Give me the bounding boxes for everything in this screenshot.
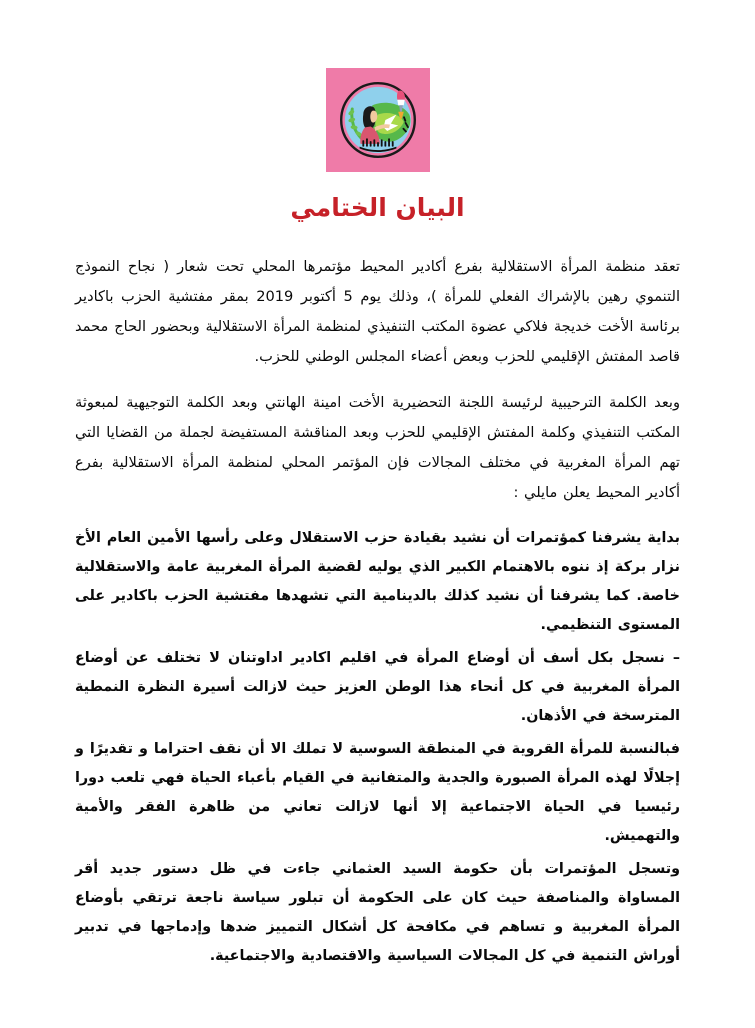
paragraph-government-record: وتسجل المؤتمرات بأن حكومة السيد العثماني جاءت في ظل دستور جديد أقر المساواة والمناصفة حيث كان على الحكومة أن تبلور سياسة ناجعة ترتقي بأوضاع المرأة المغربية و تساهم في مكافحة كل أشكال التمييز ضدها وإدماجها في تدبير أوراش التنمية في كل المجالات السياسية والاقتصادية والاجتماعية. — [75, 860, 680, 964]
paragraph-women-situation: – نسجل بكل أسف أن أوضاع المرأة في اقليم اكادير اداوتنان لا تختلف عن أوضاع المرأة المغربية في كل أنحاء هذا الوطن العزيز حيث لازالت أسيرة النظرة النمطية المترسخة في الأذهان. — [75, 649, 680, 724]
document-title: البيان الختامي — [290, 193, 465, 222]
logo-container — [75, 0, 680, 172]
paragraph-proceedings: وبعد الكلمة الترحيبية لرئيسة اللجنة التحضيرية الأخت امينة الهانتي وبعد الكلمة التوجيهية لمبعوثة المكتب التنفيذي وكلمة المفتش الإقليمي للحزب وبعد المناقشة المستفيضة لجملة من القضايا التي تهم المرأة المغربية في مختلف المجالات فإن المؤتمر المحلي لمنظمة المرأة الاستقلالية بفرع أكادير المحيط يعلن مايلي : — [75, 393, 680, 501]
organization-logo — [326, 68, 430, 172]
paragraph-intro: تعقد منظمة المرأة الاستقلالية بفرع أكادير المحيط مؤتمرها المحلي تحت شعار ( نجاح النموذج التنموي رهين بالإشراك الفعلي للمرأة )، وذلك يوم 5 أكتوبر 2019 بمقر مفتشية الحزب باكادير برئاسة الأخت خديجة فلاكي عضوة المكتب التنفيذي لمنظمة المرأة الاستقلالية وبحضور الحاج محمد قاصد المفتش الإقليمي للحزب وبعض أعضاء المجلس الوطني للحزب. — [75, 257, 680, 365]
paragraph-rural-women: فبالنسبة للمرأة القروية في المنطقة السوسية لا تملك الا أن نقف احتراما و تقديرًا و إجلالًا لهذه المرأة الصبورة والجدية والمتفانية في القيام بأعباء الحياة فهي تلعب دورا رئيسيا في الحياة الاجتماعية إلا أنها لازالت تعاني من ظاهرة الفقر والأمية والتهميش. — [75, 740, 680, 844]
title-container — [75, 194, 680, 222]
logo-emblem-graphic — [332, 74, 424, 166]
document-body — [75, 252, 680, 971]
paragraph-party-leadership-tribute: بداية يشرفنا كمؤتمرات أن نشيد بقيادة حزب الاستقلال وعلى رأسها الأمين العام الأخ نزار بركة إذ ننوه بالاهتمام الكبير الذي يوليه لقضية المرأة المغربية عامة والاستقلالية خاصة. كما يشرفنا أن نشيد كذلك بالدينامية التي تشهدها مفتشية الحزب باكادير على المستوى التنظيمي. — [75, 529, 680, 633]
